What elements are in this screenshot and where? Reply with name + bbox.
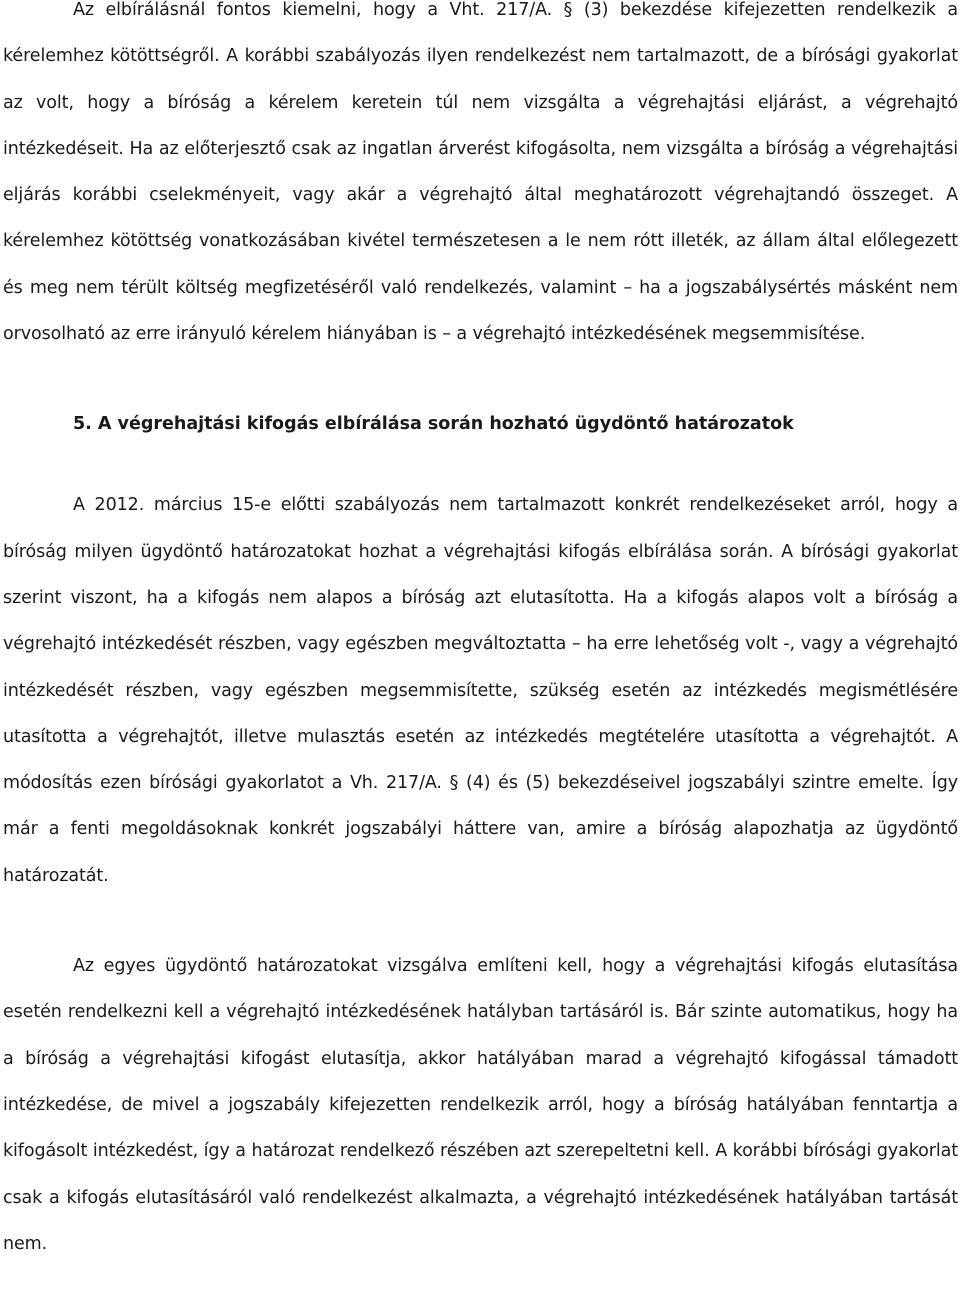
document-page [3,0,958,1267]
section-number: 5. [73,414,92,435]
paragraph-decisions: A 2012. március 15-e előtti szabályozás nem tartalmazott konkrét rendelkezéseket arról, hogy a bíróság milyen ügydöntő határozatokat hozhat a végrehajtási kifogás elbírálása során. A bírósági gyakorlat szerint viszont, ha a kifogás nem alapos a bíróság azt elutasította. Ha a kifogás alapos volt a bíróság a végrehajtó intézkedését részben, vagy egészben megváltoztatta – ha erre lehetőség volt -, vagy a végrehajtó intézkedését részben, vagy egészben megsemmisítette, szükség esetén az intézkedés megismétlésére utasította a végrehajtót, illetve mulasztás esetén az intézkedés megtételére utasította a végrehajtót. A módosítás ezen bírósági gyakorlatot a Vh. 217/A. § (4) és (5) bekezdéseivel jogszabályi szintre emelte. Így már a fenti megoldásoknak konkrét jogszabályi háttere van, amire a bíróság alapozhatja az ügydöntő határozatát. [3,495,958,886]
paragraph-objection-scope: Az elbírálásnál fontos kiemelni, hogy a Vht. 217/A. § (3) bekezdése kifejezetten rendelkezik a kérelemhez kötöttségről. A korábbi szabályozás ilyen rendelkezést nem tartalmazott, de a bírósági gyakorlat az volt, hogy a bíróság a kérelem keretein túl nem vizsgálta a végrehajtási eljárást, a végrehajtó intézkedéseit. Ha az előterjesztő csak az ingatlan árverést kifogásolta, nem vizsgálta a bíróság a végrehajtási eljárás korábbi cselekményeit, vagy akár a végrehajtó által meghatározott végrehajtandó összeget. A kérelemhez kötöttség vonatkozásában kivétel természetesen a le nem rótt illeték, az állam által előlegezett és meg nem térült költség megfizetéséről való rendelkezés, valamint – ha a jogszabálysértés másként nem orvosolható az erre irányuló kérelem hiányában is – a végrehajtó intézkedésének megsemmisítése. [3,0,958,345]
paragraph-dismissal: Az egyes ügydöntő határozatokat vizsgálva említeni kell, hogy a végrehajtási kifogás elutasítása esetén rendelkezni kell a végrehajtó intézkedésének hatályban tartásáról is. Bár szinte automatikus, hogy ha a bíróság a végrehajtási kifogást elutasítja, akkor hatályában marad a végrehajtó kifogással támadott intézkedése, de mivel a jogszabály kifejezetten rendelkezik arról, hogy a bíróság hatályában fenntartja a kifogásolt intézkedést, így a határozat rendelkező részében azt szerepeltetni kell. A korábbi bírósági gyakorlat csak a kifogás elutasításáról való rendelkezést alkalmazta, a végrehajtó intézkedésének hatályában tartását nem. [3,956,958,1254]
section-title: A végrehajtási kifogás elbírálása során hozható ügydöntő határozatok [97,414,794,435]
section-heading [3,401,958,447]
